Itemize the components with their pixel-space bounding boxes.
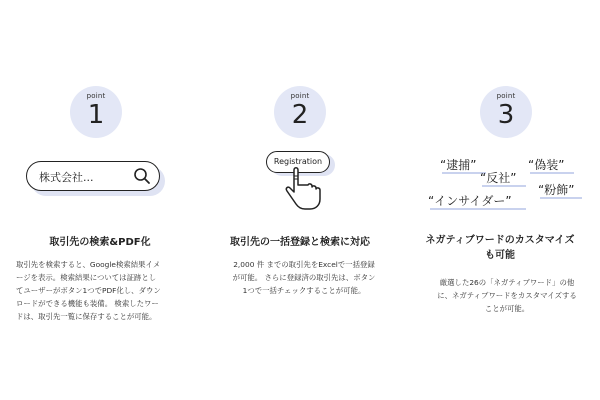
point-2-label: point xyxy=(290,92,310,100)
point-1-desc-line: ージを表示。検索結果については証跡とし xyxy=(16,273,157,282)
point-3-title-line: も可能 xyxy=(485,250,515,261)
point-1-badge xyxy=(70,86,122,138)
point-3-description xyxy=(422,276,592,315)
search-bar-illustration xyxy=(26,161,160,191)
pointing-hand-icon xyxy=(280,166,328,214)
point-2-description xyxy=(220,258,388,297)
point-2-desc-line: が可能。 さらに登録済の取引先は、ボタン xyxy=(232,273,376,282)
point-3-badge xyxy=(480,86,532,138)
point-1-desc-line: ドは、取引先一覧に保存することが可能。 xyxy=(16,312,157,321)
point-1-desc-line: ロードができる機能も装備。 検索したワー xyxy=(16,299,159,308)
point-1-desc-line: てユーザーがボタン1つでPDF化し、ダウン xyxy=(16,286,161,295)
keyword-antisocial: “反社” xyxy=(480,171,517,185)
point-2-number: 2 xyxy=(291,100,309,130)
point-3-section xyxy=(400,0,600,400)
registration-button-illustration: Registration xyxy=(266,151,330,173)
keyword-insider: “インサイダー” xyxy=(428,194,512,208)
point-2-desc-line: 2,000 件 までの取引先をExcelで一括登録 xyxy=(233,260,375,269)
point-3-title-line: ネガティブワードのカスタマイズ xyxy=(425,235,575,246)
point-3-label: point xyxy=(496,92,516,100)
point-2-title: 取引先の一括登録と検索に対応 xyxy=(230,237,370,248)
point-1-section xyxy=(0,0,200,400)
search-icon xyxy=(133,167,151,185)
keyword-window-dressing: “粉飾” xyxy=(538,183,575,197)
search-text: 株式会社... xyxy=(39,171,94,184)
point-3-title xyxy=(400,233,600,263)
point-1-description xyxy=(16,258,186,323)
point-1-number: 1 xyxy=(87,100,105,130)
point-2-desc-line: 1つで一括チェックすることが可能。 xyxy=(242,286,366,295)
point-1-desc-line: 取引先を検索すると、Google検索結果イメ xyxy=(16,260,161,269)
point-2-badge xyxy=(274,86,326,138)
keyword-arrest: “逮捕” xyxy=(440,158,477,172)
point-1-title: 取引先の検索&PDF化 xyxy=(49,237,151,248)
point-3-desc-line: 厳選した26の「ネガティブワード」の他 xyxy=(439,278,575,287)
point-3-desc-line: ことが可能。 xyxy=(484,304,530,313)
keyword-forgery: “偽装” xyxy=(528,158,565,172)
point-2-section xyxy=(200,0,400,400)
point-3-number: 3 xyxy=(497,100,515,130)
point-3-desc-line: に、ネガティブワードをカスタマイズする xyxy=(437,291,577,300)
point-1-label: point xyxy=(86,92,106,100)
